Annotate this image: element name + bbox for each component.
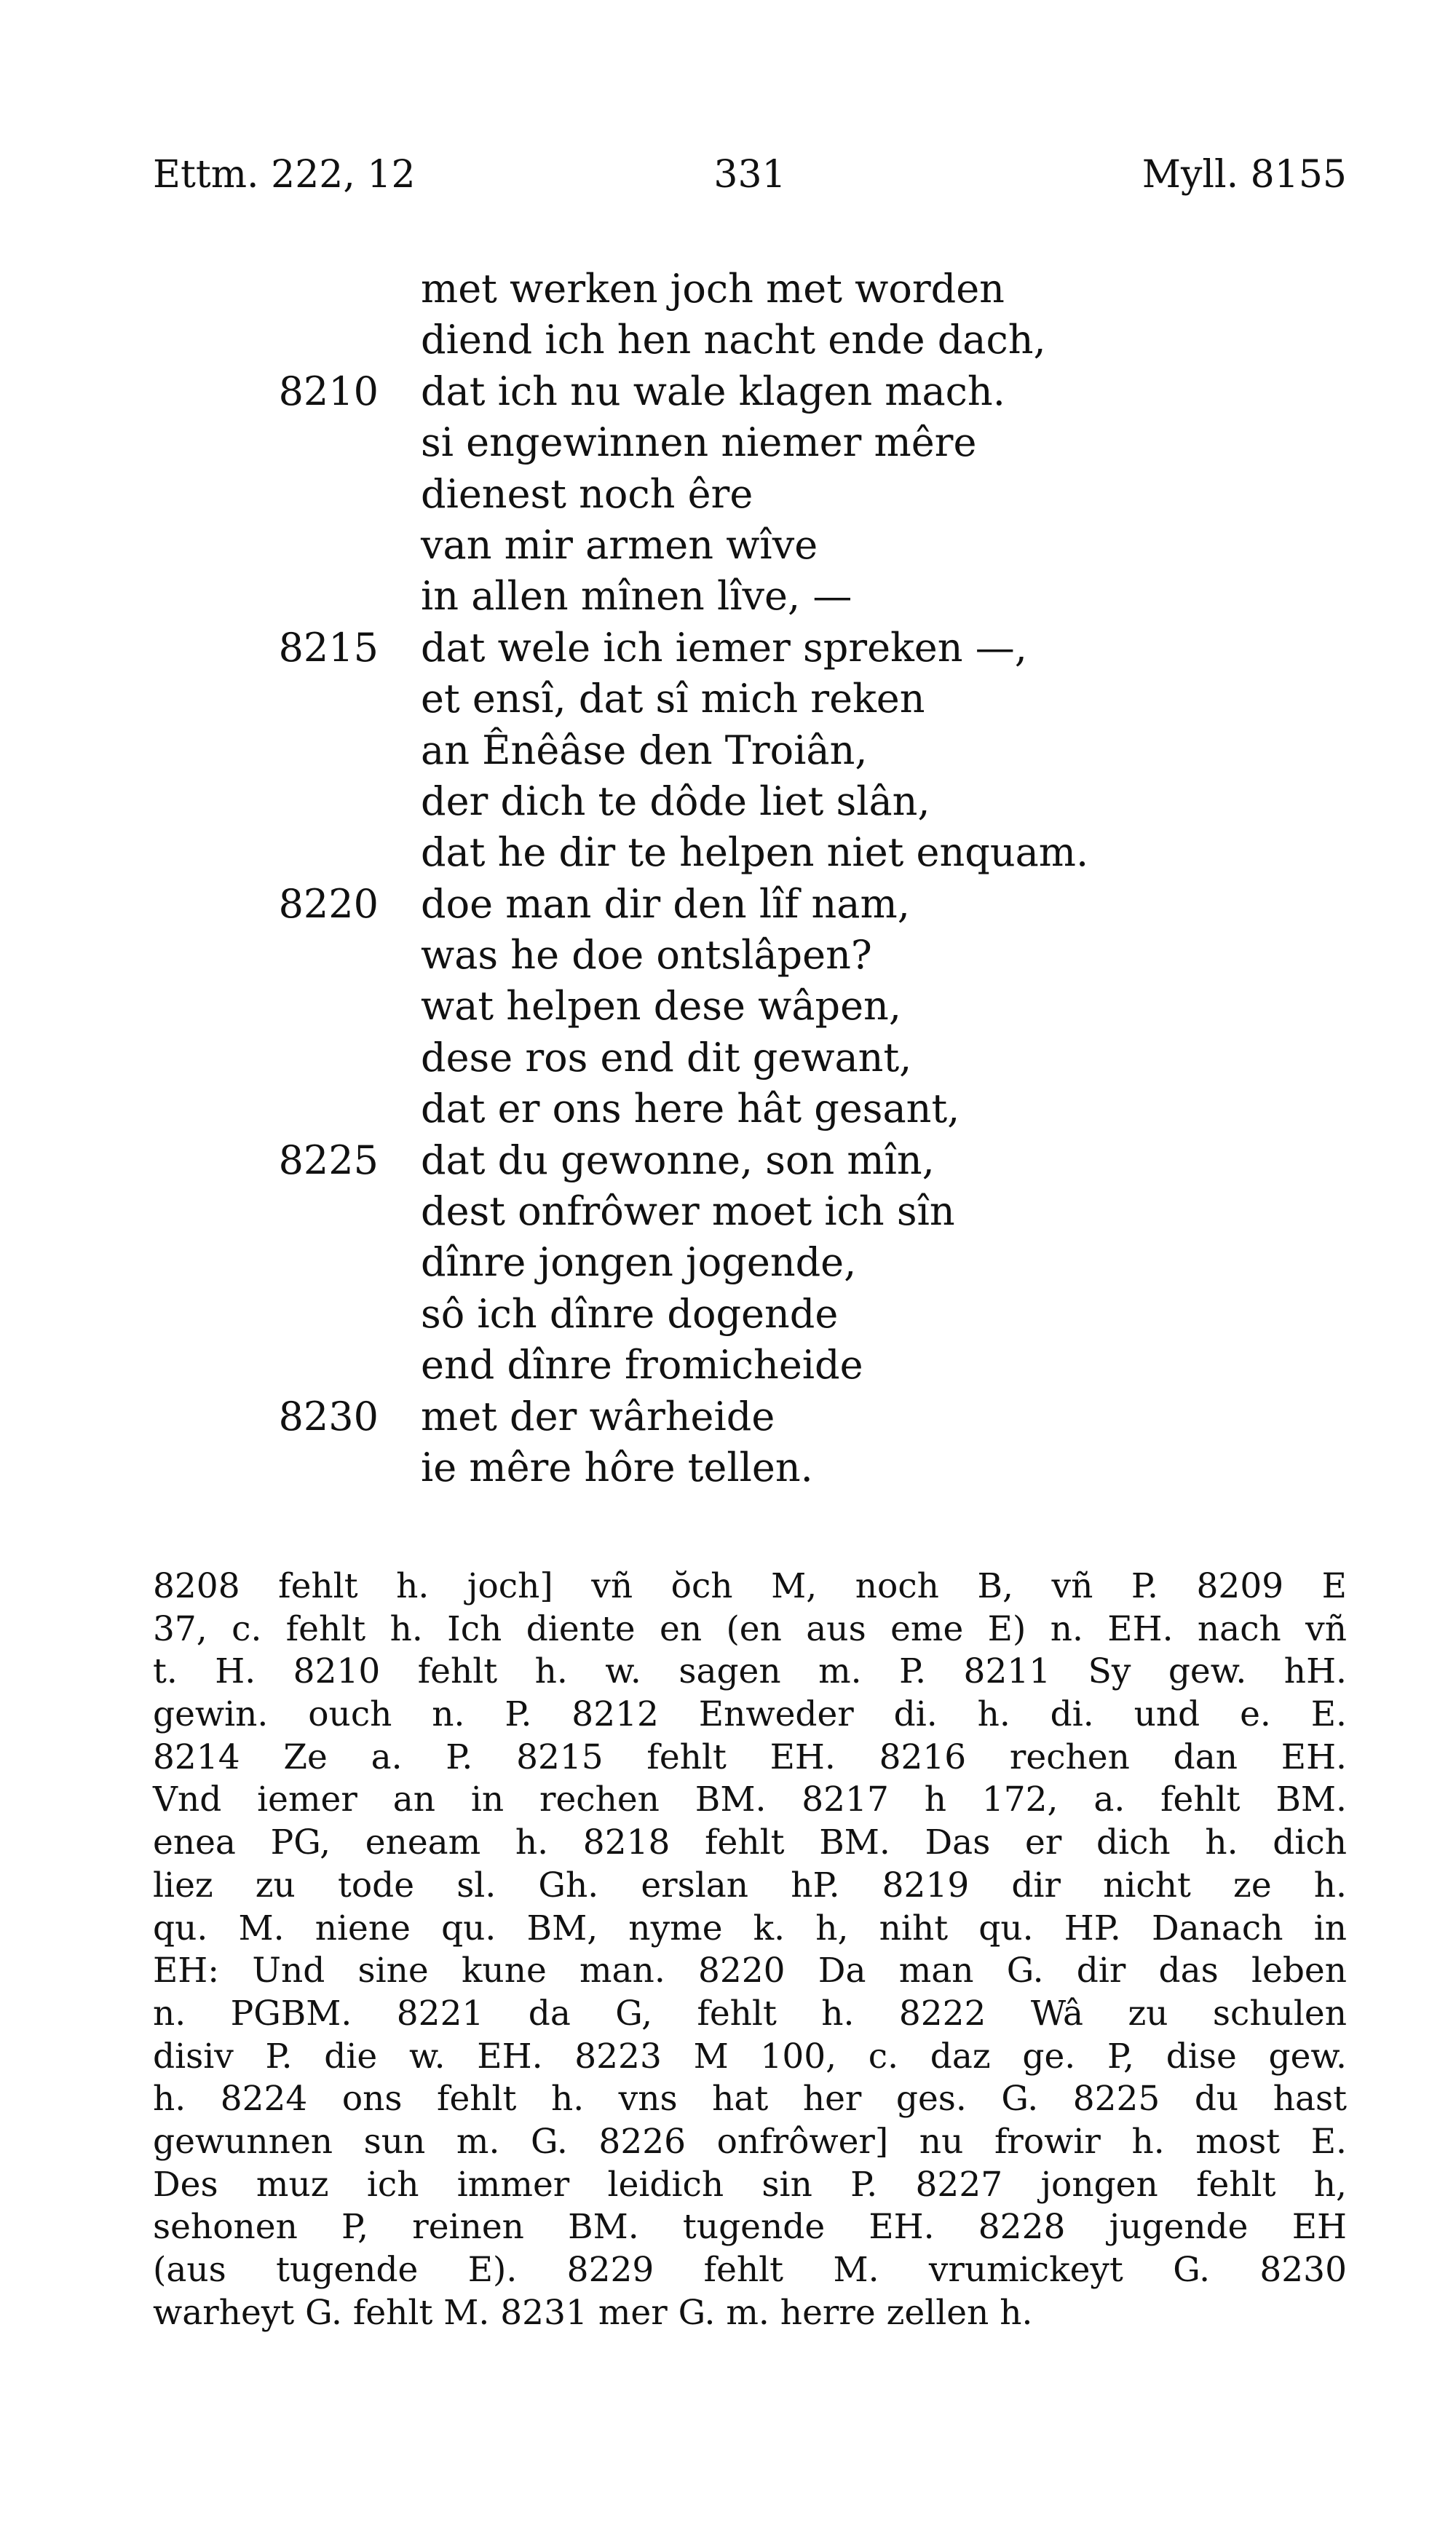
verse-text-line: met der wârheide bbox=[421, 1393, 775, 1439]
apparatus-line: gewunnen sun m. G. 8226 onfrôwer] nu frowir h. most E. bbox=[153, 2121, 1347, 2162]
apparatus-line: (aus tugende E). 8229 fehlt M. vrumickeyt G. 8230 bbox=[153, 2250, 1347, 2290]
verse-text-line: doe man dir den lîf nam, bbox=[421, 880, 910, 927]
verse-line bbox=[0, 417, 1456, 468]
apparatus-line: n. PGBM. 8221 da G, fehlt h. 8222 Wâ zu schulen bbox=[153, 1993, 1347, 2034]
verse-line bbox=[0, 879, 1456, 930]
verse-line bbox=[0, 673, 1456, 724]
verse-line bbox=[0, 1186, 1456, 1237]
verse-line bbox=[0, 1391, 1456, 1442]
verse-line bbox=[0, 1237, 1456, 1288]
verse-line bbox=[0, 1032, 1456, 1083]
verse-text-line: wat helpen dese wâpen, bbox=[421, 983, 901, 1030]
verse-text-line: dat he dir te helpen niet enquam. bbox=[421, 829, 1089, 876]
running-head-left: Ettm. 222, 12 bbox=[153, 153, 416, 197]
apparatus-line: warheyt G. fehlt M. 8231 mer G. m. herre zellen h. bbox=[153, 2292, 1033, 2333]
verse-text-line: dat wele ich iemer spreken —, bbox=[421, 624, 1027, 671]
verse-line bbox=[0, 1135, 1456, 1186]
verse-text-line: dat er ons here hât gesant, bbox=[421, 1086, 960, 1132]
verse-line bbox=[0, 366, 1456, 417]
verse-text-line: met werken joch met worden bbox=[421, 266, 1005, 312]
verse-line bbox=[0, 571, 1456, 622]
verse-line bbox=[0, 1340, 1456, 1391]
verse-line bbox=[0, 981, 1456, 1032]
verse-text-line: end dînre fromicheide bbox=[421, 1342, 863, 1389]
running-head bbox=[153, 146, 1347, 204]
verse-line bbox=[0, 264, 1456, 315]
verse-line bbox=[0, 1083, 1456, 1134]
verse-line bbox=[0, 827, 1456, 878]
verse-text-line: dest onfrôwer moet ich sîn bbox=[421, 1188, 955, 1235]
verse-text-line: was he doe ontslâpen? bbox=[421, 932, 872, 979]
verse-line bbox=[0, 520, 1456, 571]
verse-text-line: dese ros end dit gewant, bbox=[421, 1034, 912, 1081]
verse-text-line: ie mêre hôre tellen. bbox=[421, 1444, 813, 1490]
apparatus-line: gewin. ouch n. P. 8212 Enweder di. h. di. und e. E. bbox=[153, 1694, 1347, 1735]
verse-text-line: et ensî, dat sî mich reken bbox=[421, 676, 925, 722]
verse-text-line: si engewinnen niemer mêre bbox=[421, 419, 977, 466]
apparatus-line: Vnd iemer an in rechen BM. 8217 h 172, a. fehlt BM. bbox=[153, 1779, 1347, 1820]
verse-number: 8220 bbox=[278, 880, 379, 927]
verse-text-line: dînre jongen jogende, bbox=[421, 1239, 857, 1286]
apparatus-line: 8208 fehlt h. joch] vñ ŏch M, noch B, vñ P. 8209 E bbox=[153, 1566, 1347, 1606]
verse-text-line: diend ich hen nacht ende dach, bbox=[421, 317, 1046, 363]
verse-text-line: an Ênêâse den Troiân, bbox=[421, 727, 868, 773]
page-number: 331 bbox=[713, 153, 786, 197]
verse-text bbox=[0, 264, 1456, 1493]
verse-number: 8230 bbox=[278, 1393, 379, 1439]
verse-line bbox=[0, 469, 1456, 520]
verse-line bbox=[0, 725, 1456, 776]
apparatus-line: EH: Und sine kune man. 8220 Da man G. dir das leben bbox=[153, 1951, 1347, 1991]
critical-apparatus bbox=[153, 1565, 1347, 2334]
verse-line bbox=[0, 930, 1456, 981]
apparatus-line: Des muz ich immer leidich sin P. 8227 jongen fehlt h, bbox=[153, 2164, 1347, 2205]
verse-text-line: in allen mînen lîve, — bbox=[421, 573, 852, 620]
apparatus-line: enea PG, eneam h. 8218 fehlt BM. Das er dich h. dich bbox=[153, 1822, 1347, 1863]
verse-text-line: sô ich dînre dogende bbox=[421, 1290, 839, 1337]
apparatus-line: 8214 Ze a. P. 8215 fehlt EH. 8216 rechen dan EH. bbox=[153, 1737, 1347, 1777]
apparatus-line: disiv P. die w. EH. 8223 M 100, c. daz ge. P, dise gew. bbox=[153, 2036, 1347, 2077]
verse-line bbox=[0, 1289, 1456, 1340]
verse-number: 8210 bbox=[278, 368, 379, 414]
running-head-right: Myll. 8155 bbox=[1142, 153, 1347, 197]
verse-text-line: van mir armen wîve bbox=[421, 521, 818, 568]
verse-text-line: der dich te dôde liet slân, bbox=[421, 778, 930, 824]
verse-text-line: dienest noch êre bbox=[421, 470, 753, 517]
apparatus-line: sehonen P, reinen BM. tugende EH. 8228 jugende EH bbox=[153, 2207, 1347, 2248]
apparatus-line: liez zu tode sl. Gh. erslan hP. 8219 dir nicht ze h. bbox=[153, 1865, 1347, 1905]
verse-line bbox=[0, 776, 1456, 827]
verse-number: 8215 bbox=[278, 624, 379, 671]
apparatus-line: qu. M. niene qu. BM, nyme k. h, niht qu. HP. Danach in bbox=[153, 1908, 1347, 1948]
verse-number: 8225 bbox=[278, 1137, 379, 1183]
verse-text-line: dat du gewonne, son mîn, bbox=[421, 1137, 935, 1183]
apparatus-line: h. 8224 ons fehlt h. vns hat her ges. G. 8225 du hast bbox=[153, 2079, 1347, 2120]
apparatus-line: 37, c. fehlt h. Ich diente en (en aus eme E) n. EH. nach vñ bbox=[153, 1608, 1347, 1649]
verse-line bbox=[0, 623, 1456, 673]
verse-text-line: dat ich nu wale klagen mach. bbox=[421, 368, 1005, 414]
verse-line bbox=[0, 1442, 1456, 1493]
apparatus-line: t. H. 8210 fehlt h. w. sagen m. P. 8211 Sy gew. hH. bbox=[153, 1651, 1347, 1692]
verse-line bbox=[0, 315, 1456, 366]
